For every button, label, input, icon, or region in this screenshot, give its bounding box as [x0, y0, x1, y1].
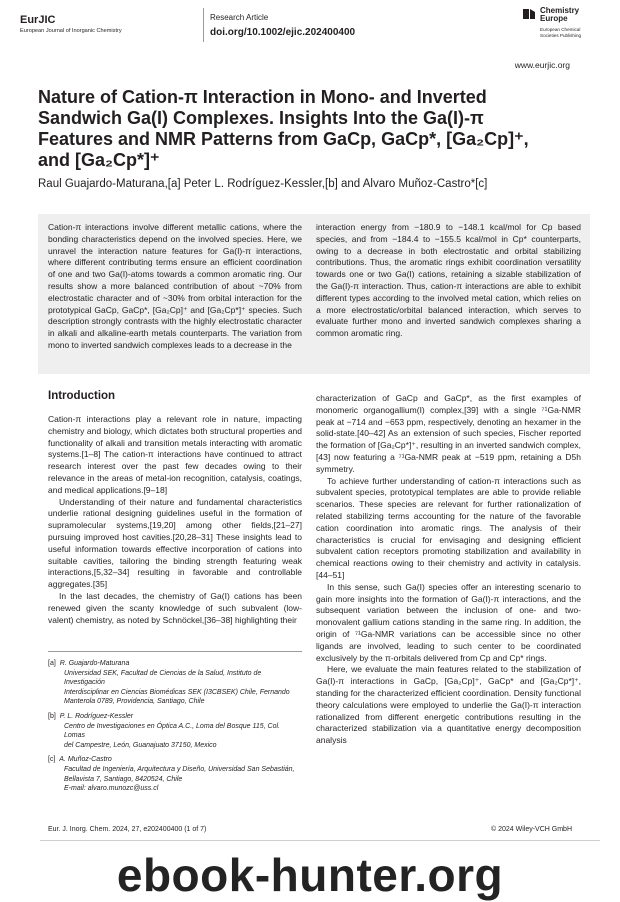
- publisher-sub-line-2: Societies Publishing: [540, 32, 582, 38]
- journal-full-name: European Journal of Inorganic Chemistry: [20, 28, 122, 34]
- body-paragraph: characterization of GaCp and GaCp*, as the first examples of monomeric organogallium(I) complex,[39] with a single ⁷¹Ga-NMR peak at −714 and −653 ppm, respectively, denoting an hexamer in the solid-state.[40–42] As an extension of such species, Fischer reported the formation of [Ga₂Cp*]⁺, resulting in an inverted sandwich complex,[43] now featuring a ⁷¹Ga-NMR peak at −519 ppm, retaining a D5h symmetry.: [316, 393, 581, 474]
- body-paragraph: Here, we evaluate the main features related to the stabilization of Ga(I)-π interactions in GaCp, [Ga₂Cp]⁺, GaCp* and [Ga₂Cp*]⁺, standing for the characterized efficient coordination. Density functional theory calculations were employed to underlie the Ga(I)-π interaction rationalized from different energetic contributions resulting in the characterized stabilization via a quantitative energy decomposition analysis: [316, 664, 581, 746]
- affiliation-c: [48, 755, 302, 793]
- publisher-subtitle: [540, 27, 610, 38]
- footer-divider: [40, 840, 600, 841]
- affiliation-author: A. Muñoz-Castro: [59, 756, 112, 764]
- article-title: [38, 87, 598, 171]
- affiliation-author: R. Guajardo-Maturana: [59, 660, 130, 667]
- affiliation-tag: [c]: [48, 756, 56, 764]
- affiliation-address-line: Bellavista 7, Santiago, 8420524, Chile: [64, 775, 183, 783]
- affiliation-author: P. L. Rodríguez-Kessler: [59, 712, 134, 720]
- header-divider: [203, 8, 204, 42]
- affiliation-address-line: del Campestre, León, Guanajuato 37150, Mexico: [64, 741, 217, 749]
- affiliation-b: [48, 712, 302, 750]
- body-paragraph: In this sense, such Ga(I) species offer an interesting scenario to gain more insights into the formation of Ga(I)-π interactions, and the subsequent variation between the inclusion of one- and two-monovalent gallium cations standing in the same ring. In addition, the origin of ⁷¹Ga-NMR variations can be accessible since no other ligands are involved, leading to such center to be coordinated exclusively by the π-orbitals delivered from Cp and Cp* rings.: [316, 581, 581, 663]
- title-line: Sandwich Ga(I) Complexes. Insights Into the Ga(I)-π: [38, 108, 484, 128]
- author-list: Raul Guajardo-Maturana,[a] Peter L. Rodríguez-Kessler,[b] and Alvaro Muñoz-Castro*[c]: [38, 178, 488, 190]
- affiliation-header: [48, 659, 302, 669]
- publisher-logo-icon: [522, 8, 536, 20]
- affiliation-address-line: Interdisciplinar en Ciencias Biomédicas SEK (I3CBSEK) Chile, Fernando: [64, 688, 290, 696]
- citation-footer: Eur. J. Inorg. Chem. 2024, 27, e202400400 (1 of 7): [48, 826, 207, 833]
- affiliation-a: [48, 659, 302, 707]
- body-paragraph: In the last decades, the chemistry of Ga(I) cations has been renewed given the scanty knowledge of such subvalent (low-valent) chemistry, as noted by Schnöckel,[36–38] highlighting their: [48, 590, 302, 625]
- website-link[interactable]: www.eurjic.org: [514, 60, 570, 70]
- watermark: ebook-hunter.org: [116, 849, 504, 901]
- section-heading-introduction: Introduction: [48, 390, 116, 402]
- body-paragraph: To achieve further understanding of cation-π interactions such as subvalent species, prototypical templates are able to provide reliable scenarios. These species are relevant for further rationalization of related stabilizing terms accounting for the nature of the favorable cation coordination into aromatic rings. The analysis of their characteristics is crucial for envisaging and designing efficient subvalent cation receptors promoting stabilization and availability in chemical reactions owing to their chemistry and activity in catalysis.[44–51]: [316, 475, 581, 580]
- publisher-name-line-2: Europe: [540, 14, 568, 23]
- affiliations: [48, 659, 302, 799]
- affiliation-address-line: Universidad SEK, Facultad de Ciencias de la Salud, Instituto de Investigación: [64, 669, 262, 687]
- publisher-name: [540, 7, 610, 23]
- doi-link[interactable]: doi.org/10.1002/ejic.202400400: [210, 27, 356, 38]
- affiliation-address-line: Facultad de Ingeniería, Arquitectura y Diseño, Universidad San Sebastián,: [64, 765, 295, 773]
- article-type: Research Article: [210, 13, 269, 22]
- affiliation-email[interactable]: E-mail: alvaro.munozc@uss.cl: [64, 785, 159, 793]
- publisher-sub-line-1: European Chemical: [540, 27, 581, 32]
- body-right-column: [316, 393, 581, 747]
- affiliation-header: [48, 712, 302, 722]
- abstract-right-column: [316, 222, 581, 340]
- publisher-name-line-1: Chemistry: [540, 6, 580, 15]
- body-paragraph: Cation-π interactions play a relevant role in nature, impacting chemistry and biology, which dictates both structural properties and functionality of alkali and transition metals interacting with aromatic systems.[1–8] The cation-π interactions have continued to attract research interest over the past few decades owing to their relevance in the areas of metal-ion recognition, catalysis, coatings, and medical applications.[9–18]: [48, 414, 302, 495]
- affiliation-divider: [48, 651, 302, 652]
- body-left-column: [48, 414, 302, 626]
- affiliation-tag: [a]: [48, 660, 56, 667]
- affiliation-address-line: Centro de Investigaciones en Óptica A.C., Loma del Bosque 115, Col. Lomas: [64, 722, 280, 740]
- body-paragraph: Understanding of their nature and fundamental characteristics underlie rational designing guidelines useful in the formation of supramolecular systems,[19,20] among other fields,[21–27] pursuing improved host cavities.[20,28–31] These insights lead to useful information towards effective incorporation of cations into suitable cavities, tailoring the binding strength featuring weak interactions,[5,32–34] resulting in favorable and controllable aggregates.[35]: [48, 496, 302, 590]
- abstract-left-column: [48, 222, 302, 352]
- abstract-text: interaction energy from −180.9 to −148.1 kcal/mol for Cp based species, and from −184.4 to −155.5 kcal/mol in Cp* counterparts, owing to a decrease in both electrostatic and orbital stabilizing contributions. Thus, the aromatic rings exhibit coordination versatility towards one or two Ga(I) cations, retaining a sizable stabilization of the Ga(I)-π interaction. Thus, cation-π interactions are able to exhibit different types according to the involved metal cation, which relies on a more electrostatic/orbital balanced interaction, which serves to evaluate further mono and inverted sandwich complexes sharing a common aromatic ring.: [316, 222, 581, 339]
- title-line: and [Ga₂Cp*]⁺: [38, 150, 160, 170]
- title-line: Nature of Cation-π Interaction in Mono- and Inverted: [38, 87, 487, 107]
- copyright-footer: © 2024 Wiley-VCH GmbH: [490, 826, 572, 833]
- title-line: Features and NMR Patterns from GaCp, GaCp*, [Ga₂Cp]⁺,: [38, 129, 529, 149]
- journal-abbrev: EurJIC: [20, 14, 56, 26]
- affiliation-header: [48, 755, 302, 765]
- affiliation-tag: [b]: [48, 712, 56, 720]
- abstract-text: Cation-π interactions involve different metallic cations, where the bonding characteristics depend on the involved species. Here, we unravel the interaction nature features for Ga(I)-π interactions, where different contributing terms ensure an efficient coordination of one and two Ga(I)-atoms towards a common aromatic ring. Our results show a more balanced contribution of about ~70% from electrostatic character and of ~30% from orbital interaction for the prototypical GaCp, GaCp*, [Ga₂Cp]⁺ and [Ga₂Cp*]⁺ species. Such description strongly contrasts with the highly electrostatic character in alkali and alkaline-earth metals counterparts. The variation from mono to inverted sandwich complexes leads to a decrease in the: [48, 222, 302, 350]
- affiliation-address-line: Manterola 0789, Providencia, Santiago, Chile: [64, 698, 205, 706]
